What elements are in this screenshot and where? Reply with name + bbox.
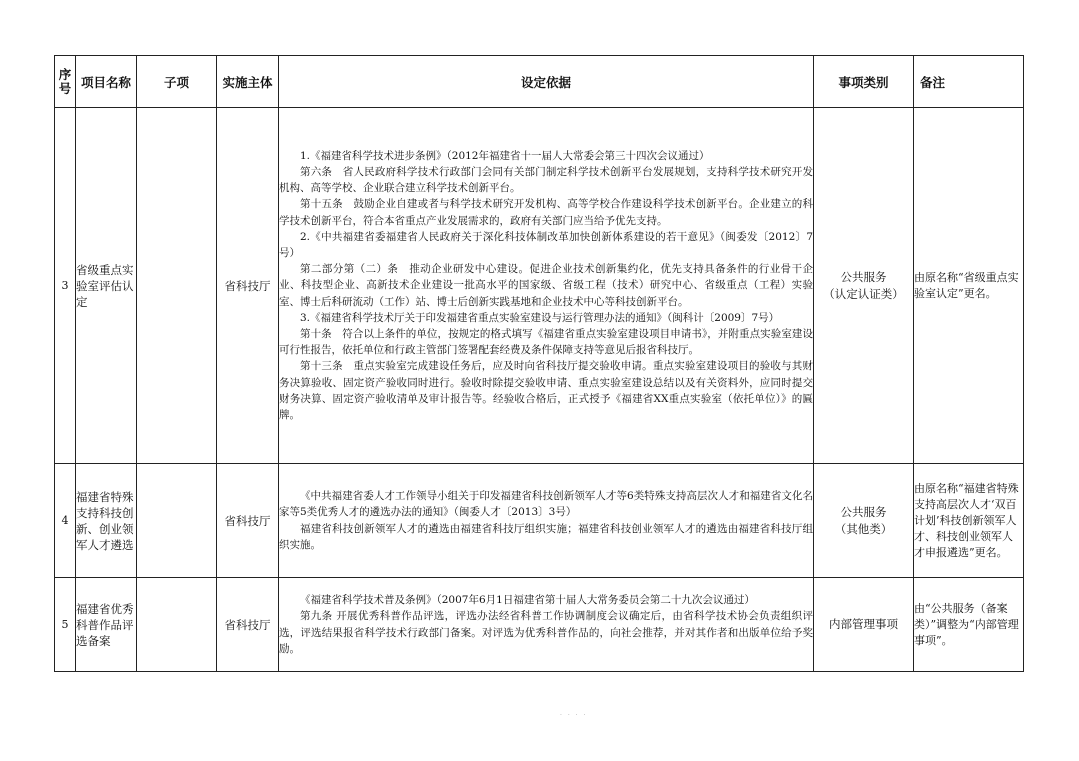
basis-line: 2.《中共福建省委福建省人民政府关于深化科技体制改革加快创新体系建设的若干意见》（闽委发〔2012〕7号） xyxy=(279,230,813,259)
category-line: （认定认证类） xyxy=(823,286,904,301)
row-seq: 4 xyxy=(55,464,76,578)
row-name: 省级重点实验室评估认定 xyxy=(76,108,137,464)
basis-line: 《福建省科学技术普及条例》（2007年6月1日福建省第十届人大常务委员会第二十九次会议通过） xyxy=(300,594,755,607)
header-sub: 子项 xyxy=(137,56,217,108)
category-line: 公共服务 xyxy=(840,504,887,519)
row-seq: 3 xyxy=(55,108,76,464)
scan-speck: · · · · xyxy=(560,712,588,719)
category-line: （其他类） xyxy=(834,521,893,536)
basis-line: 第十三条 重点实验室完成建设任务后，应及时向省科技厅提交验收申请。重点实验室建设项目的验收与其财务决算验收、固定资产验收同时进行。验收时除提交验收申请、重点实验室建设总结以及有关资料外，应同时提交财务决算、固定资产验收清单及审计报告等。经验收合格后，正式授予《福建省XX重点实验室（依托单位）》的匾牌。 xyxy=(279,360,813,422)
table-row xyxy=(55,108,1024,464)
row-sub xyxy=(137,108,217,464)
row-category xyxy=(814,464,914,578)
row-note: 由原名称“福建省特殊支持高层次人才‘双百计划’科技创新领军人才、科技创业领军人才申报遴选”更名。 xyxy=(914,464,1024,578)
row-category xyxy=(814,108,914,464)
row-basis xyxy=(279,108,814,464)
header-row xyxy=(55,56,1024,108)
table-row xyxy=(55,578,1024,672)
basis-line: 第十五条 鼓励企业自建或者与科学技术研究开发机构、高等学校合作建设科学技术创新平台。企业建立的科学技术创新平台，符合本省重点产业发展需求的，政府有关部门应当给予优先支持。 xyxy=(279,198,813,227)
row-basis xyxy=(279,464,814,578)
row-note: 由“公共服务（备案类）”调整为“内部管理事项”。 xyxy=(914,578,1024,672)
category-line: 公共服务 xyxy=(840,269,887,284)
row-sub xyxy=(137,578,217,672)
header-note: 备注 xyxy=(914,56,1024,108)
header-basis: 设定依据 xyxy=(279,56,814,108)
basis-line: 福建省科技创新领军人才的遴选由福建省科技厅组织实施；福建省科技创业领军人才的遴选由福建省科技厅组织实施。 xyxy=(279,522,813,551)
basis-line: 第九条 开展优秀科普作品评选，评选办法经省科普工作协调制度会议确定后，由省科学技术协会负责组织评选，评选结果报省科学技术行政部门备案。对评选为优秀科普作品的，向社会推荐，并对其作者和出版单位给予奖励。 xyxy=(279,610,813,655)
row-name: 福建省优秀科普作品评选备案 xyxy=(76,578,137,672)
row-name: 福建省特殊支持科技创新、创业领军人才遴选 xyxy=(76,464,137,578)
row-body: 省科技厅 xyxy=(217,578,279,672)
header-seq: 序号 xyxy=(55,56,76,108)
row-note: 由原名称“省级重点实验室认定”更名。 xyxy=(914,108,1024,464)
row-body: 省科技厅 xyxy=(217,464,279,578)
row-basis xyxy=(279,578,814,672)
row-body: 省科技厅 xyxy=(217,108,279,464)
basis-line: 3.《福建省科学技术厅关于印发福建省重点实验室建设与运行管理办法的通知》（闽科计〔2009〕7号） xyxy=(300,311,780,324)
header-body: 实施主体 xyxy=(217,56,279,108)
header-category: 事项类别 xyxy=(814,56,914,108)
basis-line: 第十条 符合以上条件的单位，按规定的格式填写《福建省重点实验室建设项目申请书》，并附重点实验室建设可行性报告，依托单位和行政主管部门签署配套经费及条件保障支持等意见后报省科技厅。 xyxy=(279,328,813,357)
row-category xyxy=(814,578,914,672)
basis-line: 第六条 省人民政府科学技术行政部门会同有关部门制定科学技术创新平台发展规划，支持科学技术研究开发机构、高等学校、企业联合建立科学技术创新平台。 xyxy=(279,165,813,195)
items-table xyxy=(54,55,1024,672)
basis-line: 1.《福建省科学技术进步条例》（2012年福建省十一届人大常委会第三十四次会议通过） xyxy=(300,149,710,162)
header-name: 项目名称 xyxy=(76,56,137,108)
basis-line: 第二部分第（二）条 推动企业研发中心建设。促进企业技术创新集约化，优先支持具备条件的行业骨干企业、科技型企业、高新技术企业建设一批高水平的国家级、省级工程（技术）研究中心、省级重点（工程）实验室、博士后科研流动（工作）站、博士后创新实践基地和企业技术中心等科技创新平台。 xyxy=(279,263,813,308)
row-sub xyxy=(137,464,217,578)
row-seq: 5 xyxy=(55,578,76,672)
table-row xyxy=(55,464,1024,578)
basis-line: 《中共福建省委人才工作领导小组关于印发福建省科技创新领军人才等6类特殊支持高层次人才和福建省文化名家等5类优秀人才的遴选办法的通知》（闽委人才〔2013〕3号） xyxy=(279,490,813,519)
category-line: 内部管理事项 xyxy=(829,617,898,631)
